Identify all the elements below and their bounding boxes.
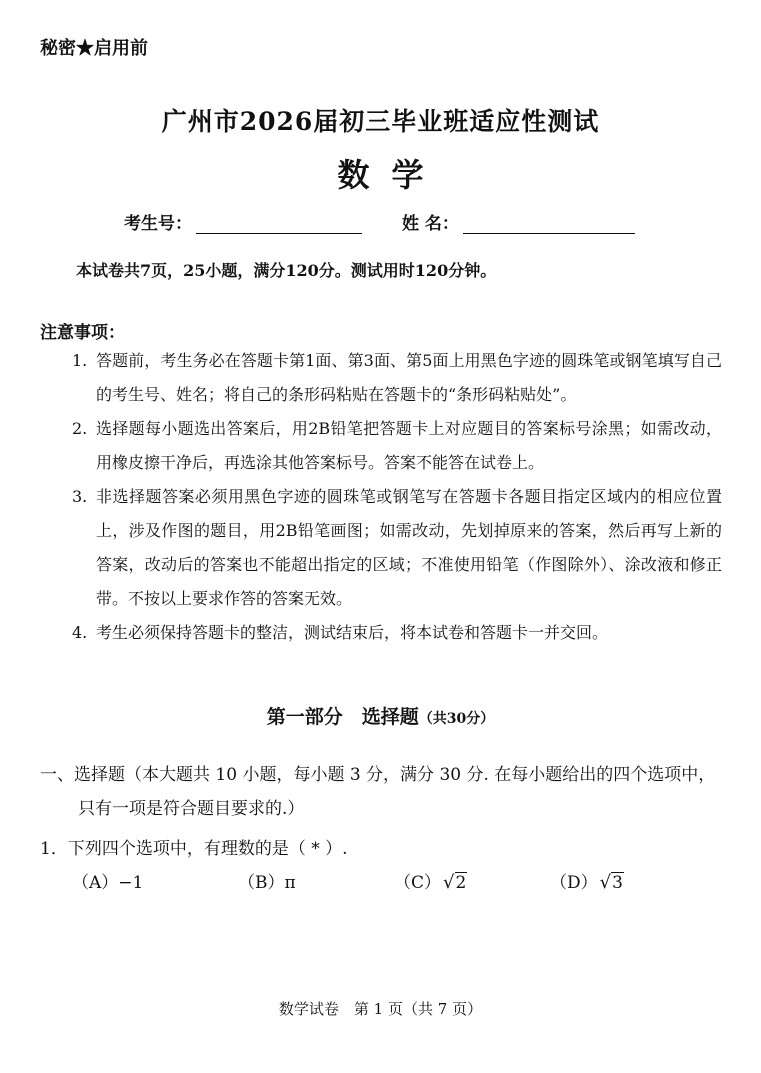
notice-item	[72, 480, 722, 616]
confidential-label: 秘密★启用前	[40, 38, 148, 59]
notice-item-number: 2.	[72, 419, 88, 438]
option-c-label: （C）	[394, 873, 442, 893]
option-d-label: （D）	[550, 873, 598, 893]
option-a	[72, 868, 143, 893]
candidate-info-row	[124, 209, 635, 234]
option-d-radicand: 3	[612, 873, 623, 893]
notice-item-text: 答题前，考生务必在答题卡第1面、第3面、第5面上用黑色字迹的圆珠笔或钢笔填写自己的考生号、姓名；将自己的条形码粘贴在答题卡的“条形码粘贴处”。	[96, 351, 722, 404]
option-c	[394, 868, 467, 893]
part-one-heading	[0, 702, 761, 729]
notice-item-text: 考生必须保持答题卡的整洁，测试结束后，将本试卷和答题卡一并交回。	[96, 623, 609, 642]
name-blank	[463, 215, 635, 234]
name-label: 姓 名：	[402, 214, 459, 234]
option-b-label: （B）	[238, 873, 285, 893]
candidate-number-blank	[196, 215, 362, 234]
option-b	[238, 868, 296, 893]
page-footer: 数学试卷 第 1 页（共 7 页）	[278, 1000, 483, 1018]
notice-item	[72, 616, 722, 650]
option-c-radicand: 2	[455, 873, 467, 893]
candidate-number-label: 考生号：	[124, 214, 192, 234]
notice-item-text: 选择题每小题选出答案后，用2B铅笔把答题卡上对应题目的答案标号涂黑；如需改动，用橡皮擦干净后，再选涂其他答案标号。答案不能答在试卷上。	[96, 419, 722, 472]
notice-item	[72, 344, 722, 412]
radical-sign: √	[443, 872, 455, 893]
exam-info-line: 本试卷共7页，25小题，满分120分。测试用时120分钟。	[76, 261, 497, 280]
notice-title: 注意事项：	[40, 323, 125, 343]
section-instructions-line2: 只有一项是符合题目要求的.）	[78, 799, 305, 819]
option-d-sqrt	[598, 872, 624, 893]
notice-item-number: 3.	[72, 487, 88, 506]
option-d	[550, 868, 624, 893]
part-title: 第一部分 选择题	[266, 706, 419, 728]
notice-list	[72, 344, 722, 650]
notice-item	[72, 412, 722, 480]
option-a-label: （A）	[72, 873, 119, 893]
option-b-value: π	[284, 873, 296, 893]
notice-item-number: 1.	[72, 351, 88, 370]
part-score: （共30分）	[418, 711, 495, 727]
subject-title: 数学	[337, 156, 446, 194]
section-instructions-line1: 一、选择题（本大题共 10 小题，每小题 3 分，满分 30 分. 在每小题给出的四个选项中，	[40, 765, 716, 785]
option-c-sqrt	[441, 872, 467, 893]
notice-item-text: 非选择题答案必须用黑色字迹的圆珠笔或钢笔写在答题卡各题目指定区域内的相应位置上，涉及作图的题目，用2B铅笔画图；如需改动，先划掉原来的答案，然后再写上新的答案，改动后的答案也不能超出指定的区域；不准使用铅笔（作图除外）、涂改液和修正带。不按以上要求作答的答案无效。	[96, 487, 722, 608]
option-a-value: −1	[118, 873, 144, 893]
notice-item-number: 4.	[72, 623, 88, 642]
exam-title: 广州市2026届初三毕业班适应性测试	[161, 107, 600, 136]
question-1-stem: 1．下列四个选项中，有理数的是（ * ）.	[40, 839, 348, 859]
radical-sign: √	[599, 872, 612, 893]
